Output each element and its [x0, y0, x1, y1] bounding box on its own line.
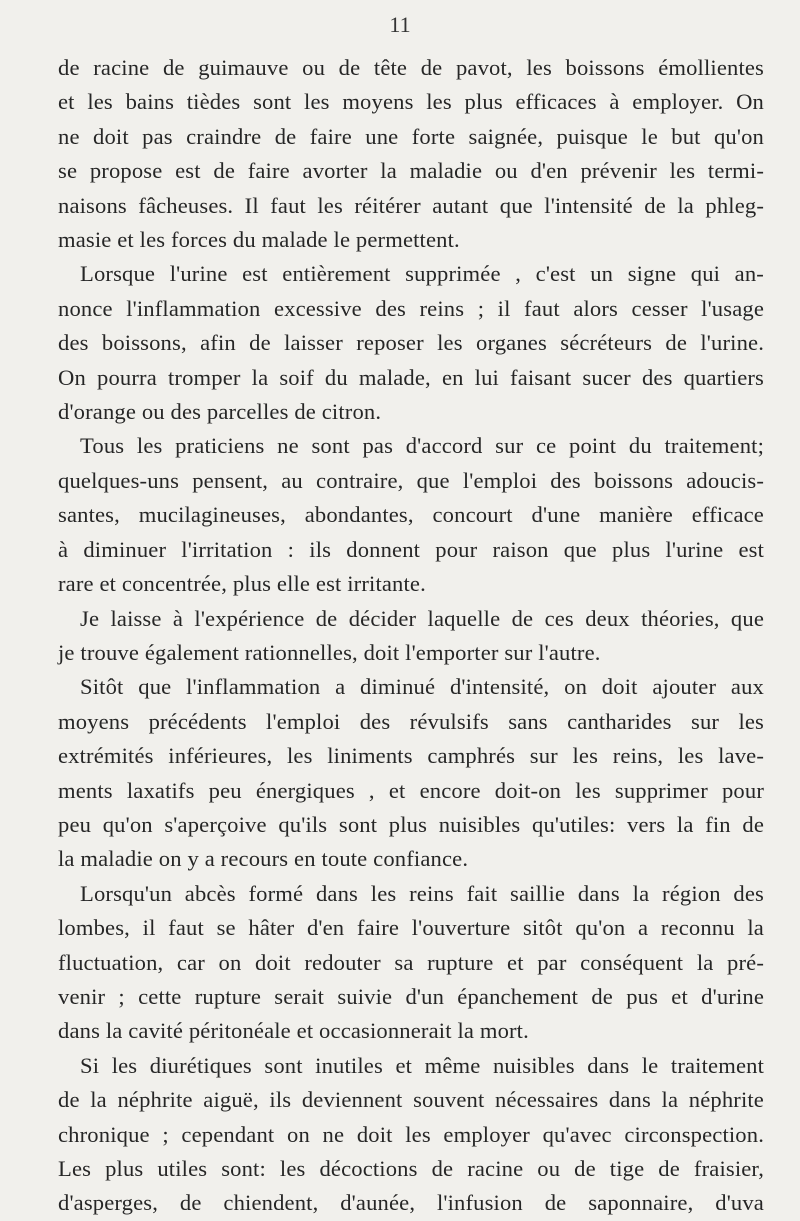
text-line: dans la cavité péritonéale et occasionnerait la mort. [58, 1018, 529, 1044]
page-number: 11 [389, 12, 411, 37]
text-line: à diminuer l'irritation : ils donnent pour raison que plus l'urine est [58, 536, 764, 562]
paragraph [58, 670, 764, 876]
text-line: ne doit pas craindre de faire une forte saignée, puisque le but qu'on [58, 123, 764, 149]
text-line: quelques-uns pensent, au contraire, que l'emploi des boissons adoucis- [58, 467, 764, 493]
text-line: de la néphrite aiguë, ils deviennent souvent nécessaires dans la néphrite [58, 1087, 764, 1113]
text-line: ments laxatifs peu énergiques , et encore doit-on les supprimer pour [58, 777, 764, 803]
paragraph [58, 602, 764, 671]
text-line: extrémités inférieures, les liniments camphrés sur les reins, les lave- [58, 743, 764, 769]
text-line: masie et les forces du malade le permettent. [58, 227, 460, 253]
text-line: naisons fâcheuses. Il faut les réitérer autant que l'intensité de la phleg- [58, 192, 764, 218]
text-line: nonce l'inflammation excessive des reins ; il faut alors cesser l'usage [58, 295, 764, 321]
text-line: des boissons, afin de laisser reposer les organes sécréteurs de l'urine. [58, 330, 764, 356]
paragraph [58, 877, 764, 1049]
text-line: d'orange ou des parcelles de citron. [58, 399, 382, 425]
text-line: Tous les praticiens ne sont pas d'accord sur ce point du traitement; [80, 433, 764, 459]
text-line: fluctuation, car on doit redouter sa rupture et par conséquent la pré- [58, 949, 764, 975]
paragraph [58, 51, 764, 257]
text-line: peu qu'on s'aperçoive qu'ils sont plus nuisibles qu'utiles: vers la fin de [58, 811, 764, 837]
text-line: se propose est de faire avorter la maladie ou d'en prévenir les termi- [58, 158, 764, 184]
text-line: chronique ; cependant on ne doit les employer qu'avec circonspection. [58, 1121, 764, 1147]
text-line: Lorsqu'un abcès formé dans les reins fait saillie dans la région des [80, 880, 764, 906]
text-line: moyens précédents l'emploi des révulsifs sans cantharides sur les [58, 708, 764, 734]
text-line: Si les diurétiques sont inutiles et même nuisibles dans le traitement [80, 1052, 764, 1078]
text-line: et les bains tièdes sont les moyens les plus efficaces à employer. On [58, 89, 764, 115]
text-line: la maladie on y a recours en toute confiance. [58, 846, 469, 872]
text-line: venir ; cette rupture serait suivie d'un épanchement de pus et d'urine [58, 983, 764, 1009]
text-line: On pourra tromper la soif du malade, en lui faisant sucer des quartiers [58, 364, 764, 390]
text-line: Lorsque l'urine est entièrement supprimée , c'est un signe qui an- [80, 261, 764, 287]
paragraph [58, 257, 764, 429]
body-text [58, 51, 764, 1221]
text-line: lombes, il faut se hâter d'en faire l'ouverture sitôt qu'on a reconnu la [58, 915, 764, 941]
text-line: rare et concentrée, plus elle est irritante. [58, 571, 426, 597]
paragraph [58, 1049, 764, 1221]
paragraph [58, 429, 764, 601]
text-line: Je laisse à l'expérience de décider laquelle de ces deux théories, que [80, 605, 764, 631]
text-line: Sitôt que l'inflammation a diminué d'intensité, on doit ajouter aux [80, 674, 764, 700]
text-line: d'asperges, de chiendent, d'aunée, l'infusion de saponnaire, d'uva [58, 1190, 764, 1216]
text-line: Les plus utiles sont: les décoctions de racine ou de tige de fraisier, [58, 1156, 764, 1181]
text-line: santes, mucilagineuses, abondantes, concourt d'une manière efficace [58, 502, 764, 528]
text-line: je trouve également rationnelles, doit l'emporter sur l'autre. [58, 639, 601, 665]
text-line: de racine de guimauve ou de tête de pavot, les boissons émollientes [58, 55, 764, 80]
